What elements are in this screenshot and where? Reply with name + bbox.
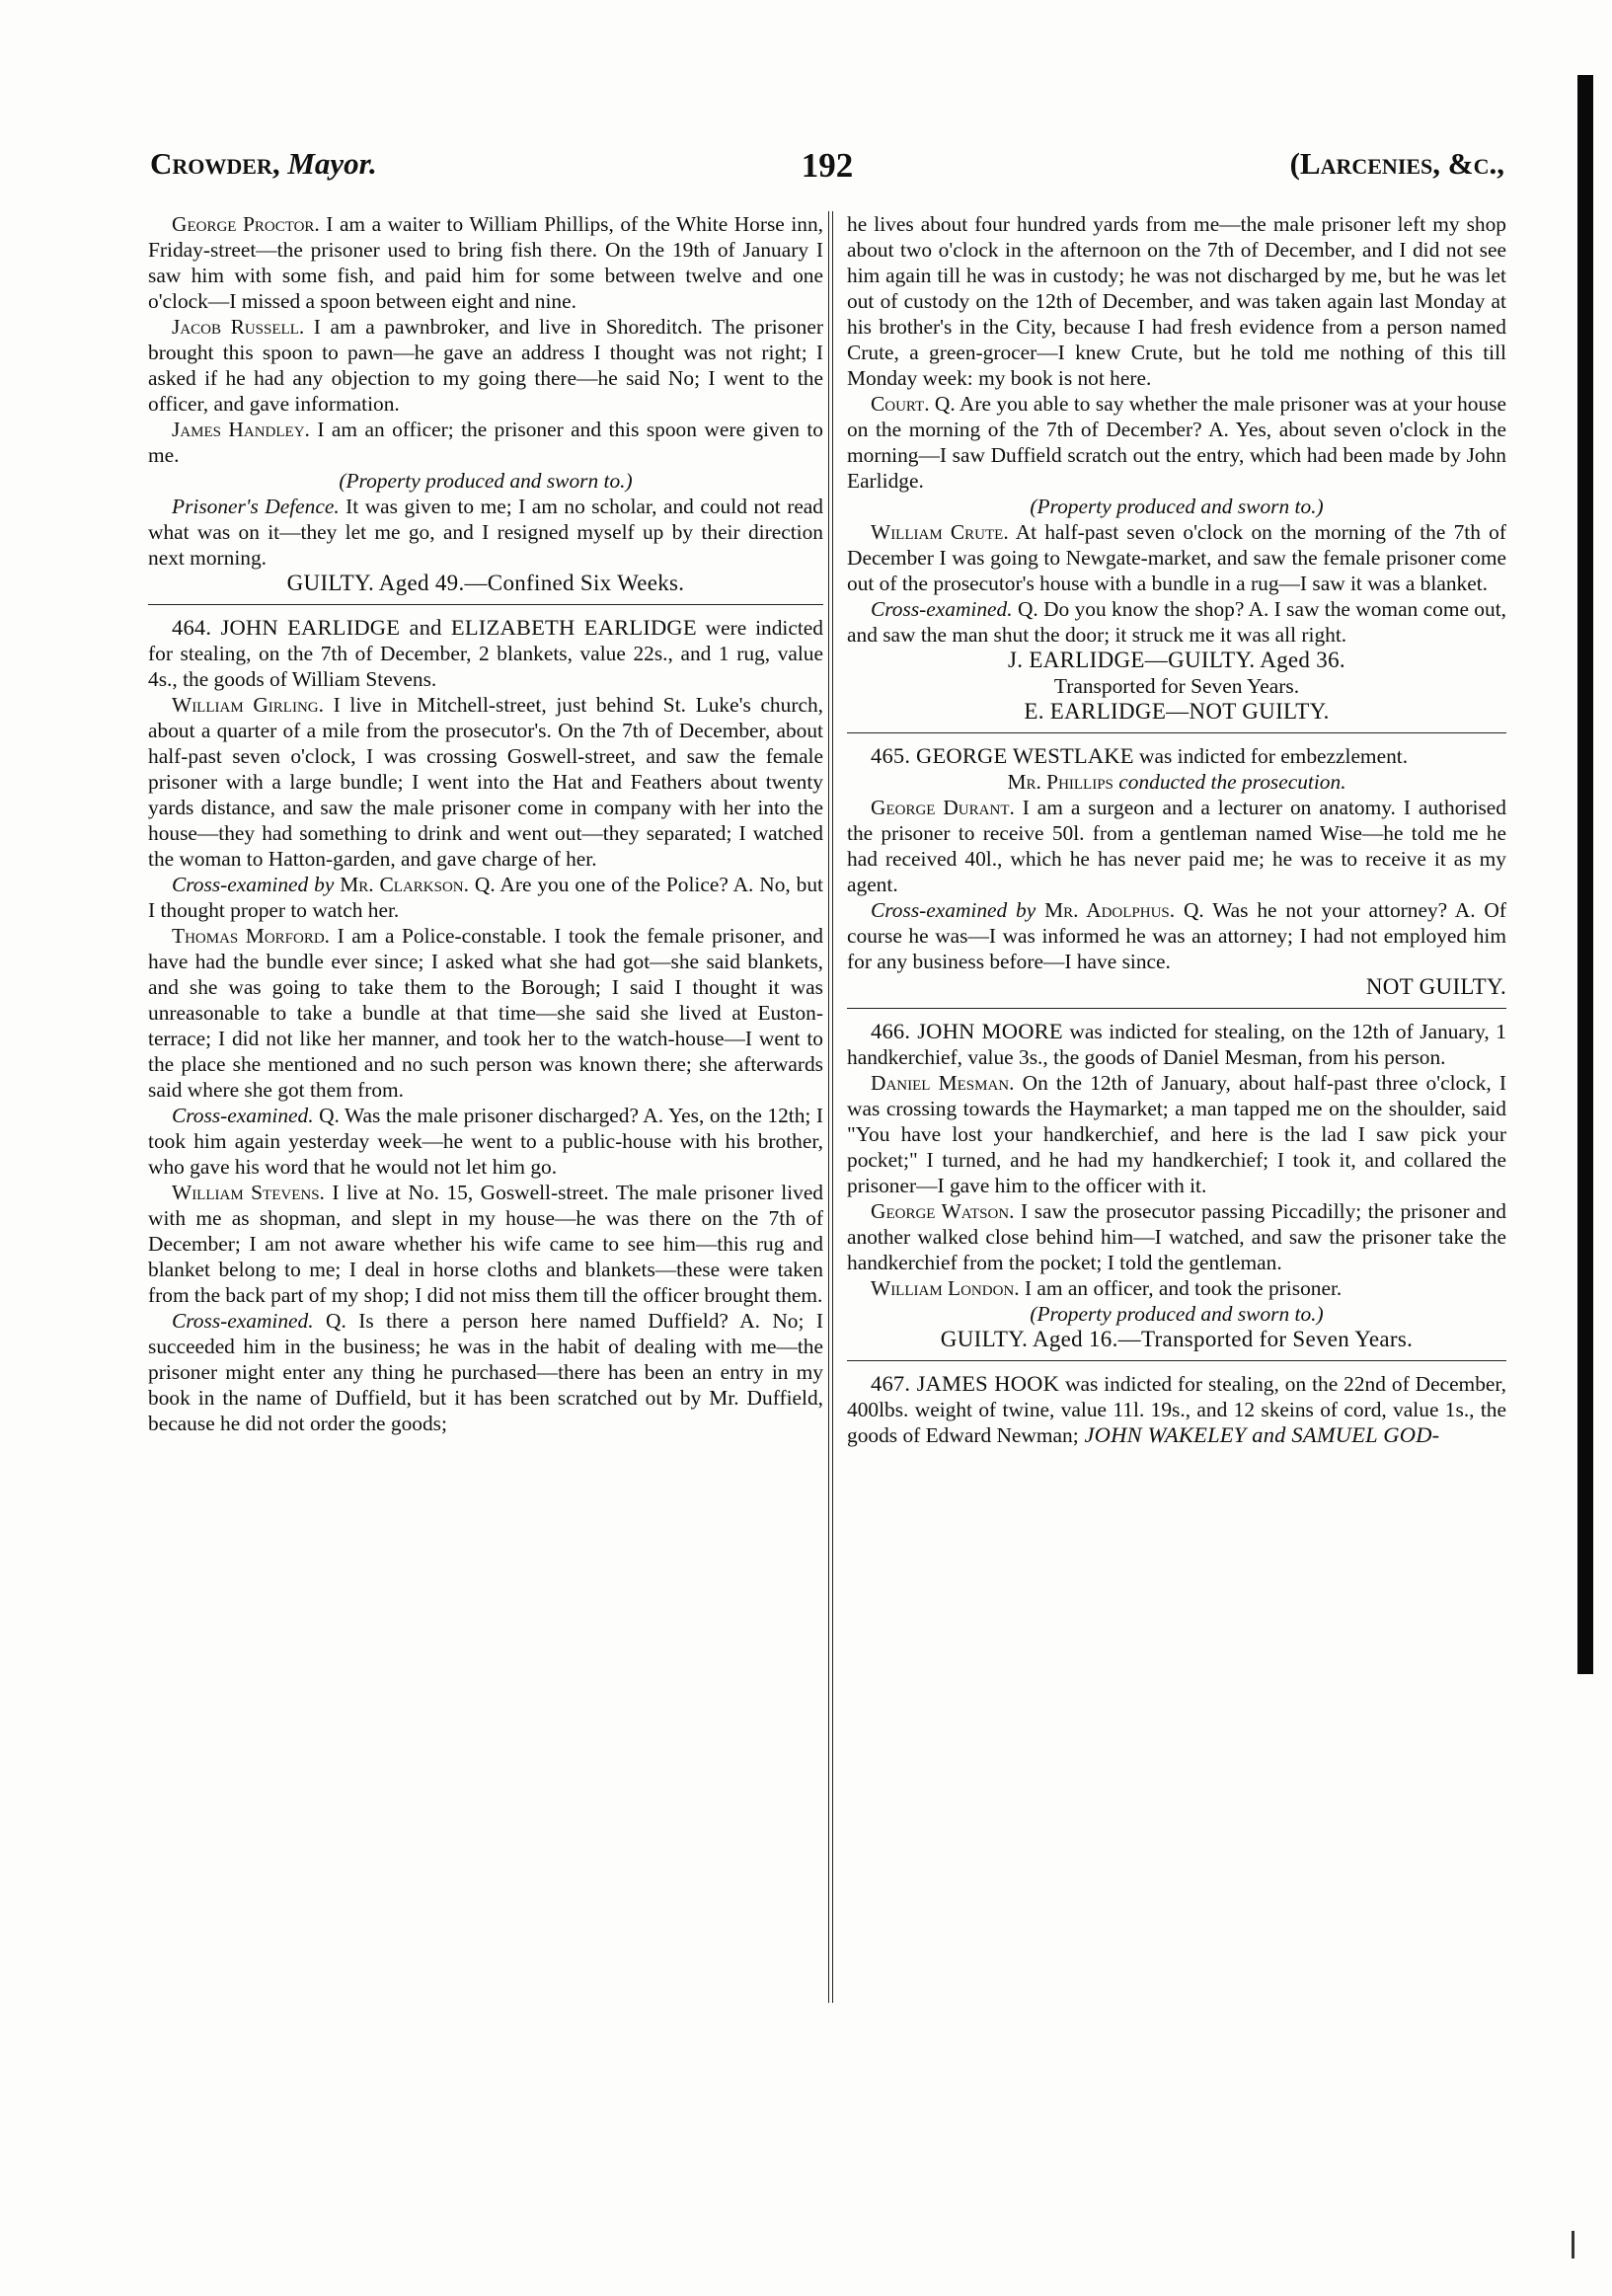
left-column (148, 211, 823, 1436)
court-question: Court. Q. Are you able to say whether the male prisoner was at your house on the morning of the 7th of December? A. Yes, about seven o'clock in the morning—I saw Duffield scratch out the entry, which had been made by John Earlidge. (847, 392, 1506, 493)
property-note: (Property produced and sworn to.) (1030, 1302, 1324, 1326)
testimony-durant: George Durant. I am a surgeon and a lecturer on anatomy. I authorised the prisoner to receive 50l. from a gentleman named Wise—he told me he had received 40l., which he has never paid me; he was to receive it as my agent. (847, 796, 1506, 896)
case-heading-467: 467. JAMES HOOK was indicted for stealing, on the 22nd of December, 400lbs. weight of twine, value 11l. 19s., and 12 skeins of cord, value 1s., the goods of Edward Newman; JOHN WAKELEY and SAMUEL GOD- (847, 1371, 1506, 1447)
sentence: Transported for Seven Years. (1053, 674, 1300, 698)
section-rule (847, 732, 1506, 733)
cross-examination: Cross-examined. Q. Is there a person here named Duffield? A. No; I succeeded him in the business; he was in the habit of dealing with me—the prisoner might enter any thing he purchased—there has been an entry in my book in the name of Duffield, but it has been scratched out by Mr. Duffield, because he did not order the goods; (148, 1309, 823, 1435)
testimony-girling: William Girling. I live in Mitchell-street, just behind St. Luke's church, about a quarter of a mile from the prosecutor's. On the 7th of December, about half-past seven o'clock, I was crossing Goswell-street, and saw the female prisoner with a large bundle; I went into the Hat and Feathers about twenty yards distance, and saw the male prisoner come in company with her into the house—they had something to drink and went out—they separated; I watched the woman to Hatton-garden, and gave charge of her. (148, 693, 823, 871)
cross-examination: Cross-examined. Q. Was the male prisoner discharged? A. Yes, on the 12th; I took him again yesterday week—he went to a public-house with his brother, who gave his word that he would not let him go. (148, 1104, 823, 1179)
testimony-stevens: William Stevens. I live at No. 15, Goswell-street. The male prisoner lived with me as shopman, and slept in my house—he was there on the 7th of December; I am not aware whether his wife came to see him—this rug and blanket belong to me; I deal in horse cloths and blankets—these were taken from the back part of my shop; I did not miss them till the officer brought them. (148, 1181, 824, 1307)
verdict: J. EARLIDGE—GUILTY. Aged 36. (1008, 648, 1345, 672)
testimony-mesman: Daniel Mesman. On the 12th of January, about half-past three o'clock, I was crossing towards the Haymarket; a man tapped me on the shoulder, said "You have lost your handkerchief, and here is the lad I saw pick your pocket;" I turned, and he had my handkerchief; I took it, and collared the prisoner—I gave him to the officer with it. (847, 1071, 1507, 1197)
testimony-london: William London. I am an officer, and took the prisoner. (871, 1276, 1343, 1300)
testimony-continued: he lives about four hundred yards from me—the male prisoner left my shop about two o'clock in the afternoon on the 7th of December, and I did not see him again till he was in custody; he was not discharged by me, but he was let out of custody on the 12th of December, and was taken again last Monday at his brother's in the City, because I had fresh evidence from a person named Crute, a green-grocer—I knew Crute, but he told me nothing of this till Monday week: my book is not here. (847, 212, 1506, 390)
running-header (150, 146, 1504, 195)
property-note: (Property produced and sworn to.) (339, 469, 633, 493)
right-column (847, 211, 1506, 1448)
page-edge-bar (1577, 75, 1593, 1674)
testimony-proctor: George Proctor. I am a waiter to William Phillips, of the White Horse inn, Friday-street—the prisoner used to bring fish there. On the 19th of January I saw him with some fish, and paid him for some between twelve and one o'clock—I missed a spoon between eight and nine. (148, 212, 823, 313)
testimony-russell: Jacob Russell. I am a pawnbroker, and live in Shoreditch. The prisoner brought this spoon to pawn—he gave an address I thought was not right; I asked if he had any objection to my going there—he said No; I went to the officer, and gave information. (148, 315, 823, 416)
case-heading-464: 464. JOHN EARLIDGE and ELIZABETH EARLIDGE were indicted for stealing, on the 7th of December, 2 blankets, value 22s., and 1 rug, value 4s., the goods of William Stevens. (148, 615, 823, 691)
testimony-watson: George Watson. I saw the prosecutor passing Piccadilly; the prisoner and another walked close behind him—I watched, and saw the prisoner take the handkerchief from the pocket; I told the gentleman. (847, 1199, 1507, 1274)
testimony-crute: William Crute. At half-past seven o'clock on the morning of the 7th of December I was going to Newgate-market, and saw the female prisoner come out of the prosecutor's house with a bundle in a rug—I saw it was a blanket. (847, 520, 1506, 595)
case-heading-465: 465. GEORGE WESTLAKE was indicted for embezzlement. (871, 743, 1409, 768)
header-right: (Larcenies, &c., (1289, 146, 1504, 181)
cross-examination: Cross-examined. Q. Do you know the shop? A. I saw the woman come out, and saw the man shut the door; it struck me it was all right. (847, 597, 1506, 647)
page-edge-mark (1572, 2231, 1574, 2258)
verdict: NOT GUILTY. (1365, 974, 1506, 999)
section-rule (148, 604, 823, 605)
testimony-morford: Thomas Morford. I am a Police-constable. I took the female prisoner, and have had the bundle ever since; I asked what she had got—she said blankets, and she was going to take them to the Borough; I said I thought it was unreasonable to take a bundle at that time—she said she lived at Euston-terrace; I did not like her manner, and took her to the watch-house—I went to the place she mentioned and no such person was known there; she afterwards said where she got them from. (148, 924, 824, 1102)
cross-examination: Cross-examined by Mr. Adolphus. Q. Was he not your attorney? A. Of course he was—I was informed he was an attorney; I had not employed him for any business before—I have since. (847, 898, 1506, 973)
verdict: GUILTY. Aged 49.—Confined Six Weeks. (286, 571, 685, 595)
case-heading-466: 466. JOHN MOORE was indicted for stealing, on the 12th of January, 1 handkerchief, value 3s., the goods of Daniel Mesman, from his person. (847, 1019, 1507, 1069)
property-note: (Property produced and sworn to.) (1030, 495, 1324, 518)
prosecution-note: Mr. Phillips conducted the prosecution. (1007, 770, 1346, 794)
section-rule (847, 1008, 1506, 1009)
section-rule (847, 1360, 1506, 1361)
prisoner-defence: Prisoner's Defence. It was given to me; I am no scholar, and could not read what was on it—they let me go, and I resigned myself up by their direction next morning. (148, 495, 824, 570)
verdict: E. EARLIDGE—NOT GUILTY. (1024, 699, 1330, 724)
header-left: Crowder, Mayor. (150, 146, 377, 181)
verdict: GUILTY. Aged 16.—Transported for Seven Years. (940, 1327, 1414, 1351)
testimony-handley: James Handley. I am an officer; the prisoner and this spoon were given to me. (148, 418, 823, 467)
cross-examination: Cross-examined by Mr. Clarkson. Q. Are you one of the Police? A. No, but I thought proper to watch her. (148, 873, 823, 922)
column-divider (828, 211, 833, 2003)
page-number: 192 (801, 146, 854, 185)
